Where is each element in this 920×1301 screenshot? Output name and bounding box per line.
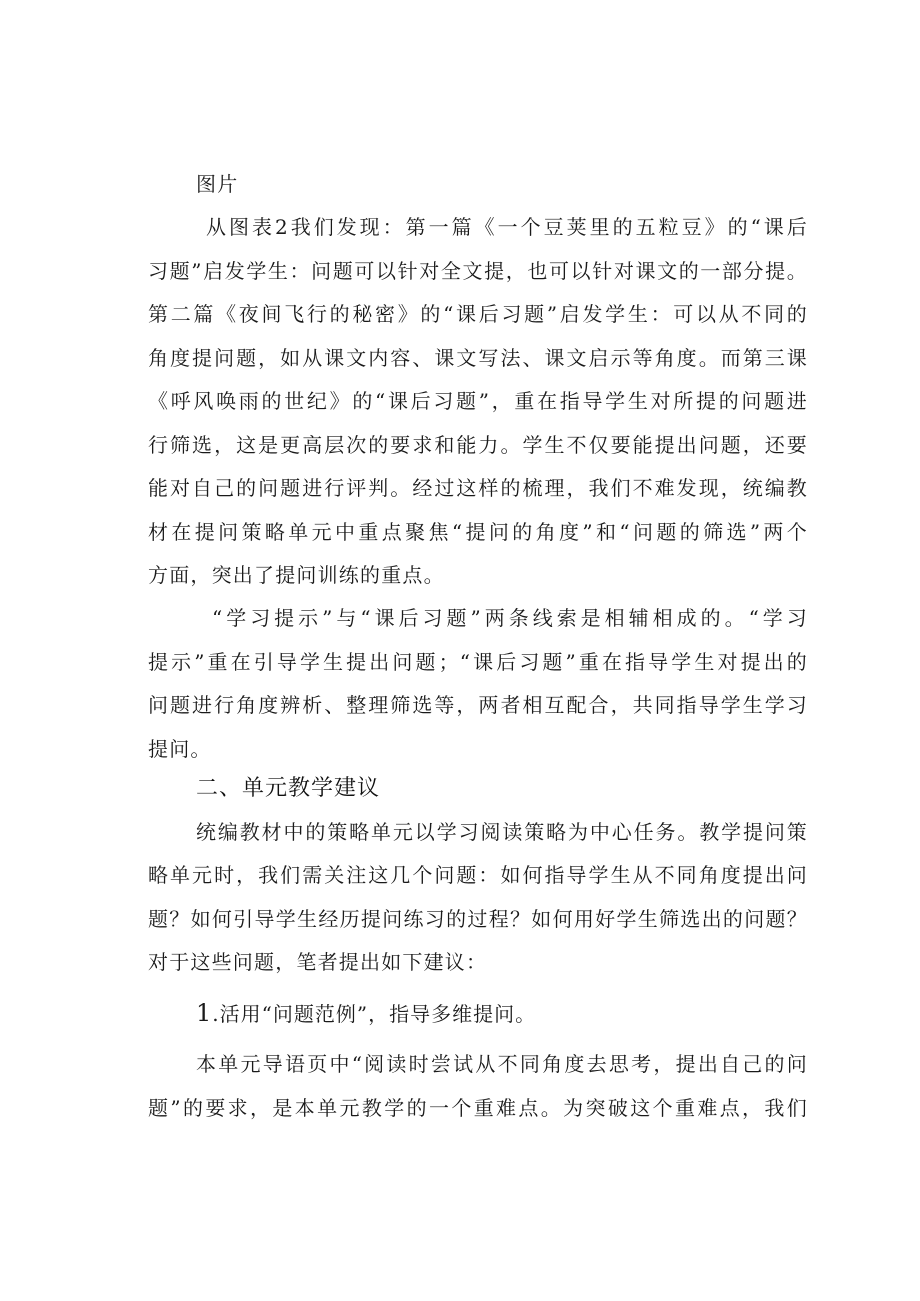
list-item-number: 1 — [196, 999, 213, 1027]
paragraph-1-line-5: 《呼风唤雨的世纪》的“课后习题”，重在指导学生对所提的问题进 — [148, 389, 808, 413]
paragraph-3-line-1: 统编教材中的策略单元以学习阅读策略为中心任务。教学提问策 — [196, 820, 808, 844]
list-item-text: .活用“问题范例”，指导多维提问。 — [212, 1002, 537, 1026]
paragraph-3-line-2: 略单元时，我们需关注这几个问题：如何指导学生从不同角度提出问 — [148, 863, 808, 887]
paragraph-1-line-7: 能对自己的问题进行评判。经过这样的梳理，我们不难发现，统编教 — [148, 476, 808, 500]
paragraph-3-line-3: 题？如何引导学生经历提问练习的过程？如何用好学生筛选出的问题？ — [148, 907, 808, 931]
section-heading: 二、单元教学建议 — [196, 776, 381, 801]
paragraph-2-line-2: 提示”重在引导学生提出问题；“课后习题”重在指导学生对提出的 — [148, 650, 808, 674]
list-item-1 — [196, 1001, 536, 1026]
paragraph-1-line-4: 角度提问题，如从课文内容、课文写法、课文启示等角度。而第三课 — [148, 346, 808, 370]
image-caption: 图片 — [196, 172, 239, 196]
paragraph-1-line-6: 行筛选，这是更高层次的要求和能力。学生不仅要能提出问题，还要 — [148, 433, 808, 457]
paragraph-2-line-4: 提问。 — [148, 737, 212, 761]
paragraph-2-line-3: 问题进行角度辨析、整理筛选等，两者相互配合，共同指导学生学习 — [148, 693, 808, 717]
paragraph-1-line-1: 从图表2我们发现：第一篇《一个豆荚里的五粒豆》的“课后 — [206, 215, 808, 239]
paragraph-2-line-1: “学习提示”与“课后习题”两条线索是相辅相成的。“学习 — [212, 606, 808, 630]
paragraph-4-line-2: 题”的要求，是本单元教学的一个重难点。为突破这个重难点，我们 — [148, 1096, 808, 1120]
paragraph-1-line-2: 习题”启发学生：问题可以针对全文提，也可以针对课文的一部分提。 — [148, 259, 808, 283]
paragraph-1-line-8: 材在提问策略单元中重点聚焦“提问的角度”和“问题的筛选”两个 — [148, 520, 808, 544]
paragraph-1-line-3: 第二篇《夜间飞行的秘密》的“课后习题”启发学生：可以从不同的 — [148, 302, 808, 326]
paragraph-4-line-1: 本单元导语页中“阅读时尝试从不同角度去思考，提出自己的问 — [196, 1052, 808, 1076]
paragraph-3-line-4: 对于这些问题，笔者提出如下建议： — [148, 950, 488, 974]
paragraph-1-line-9: 方面，突出了提问训练的重点。 — [148, 563, 445, 587]
